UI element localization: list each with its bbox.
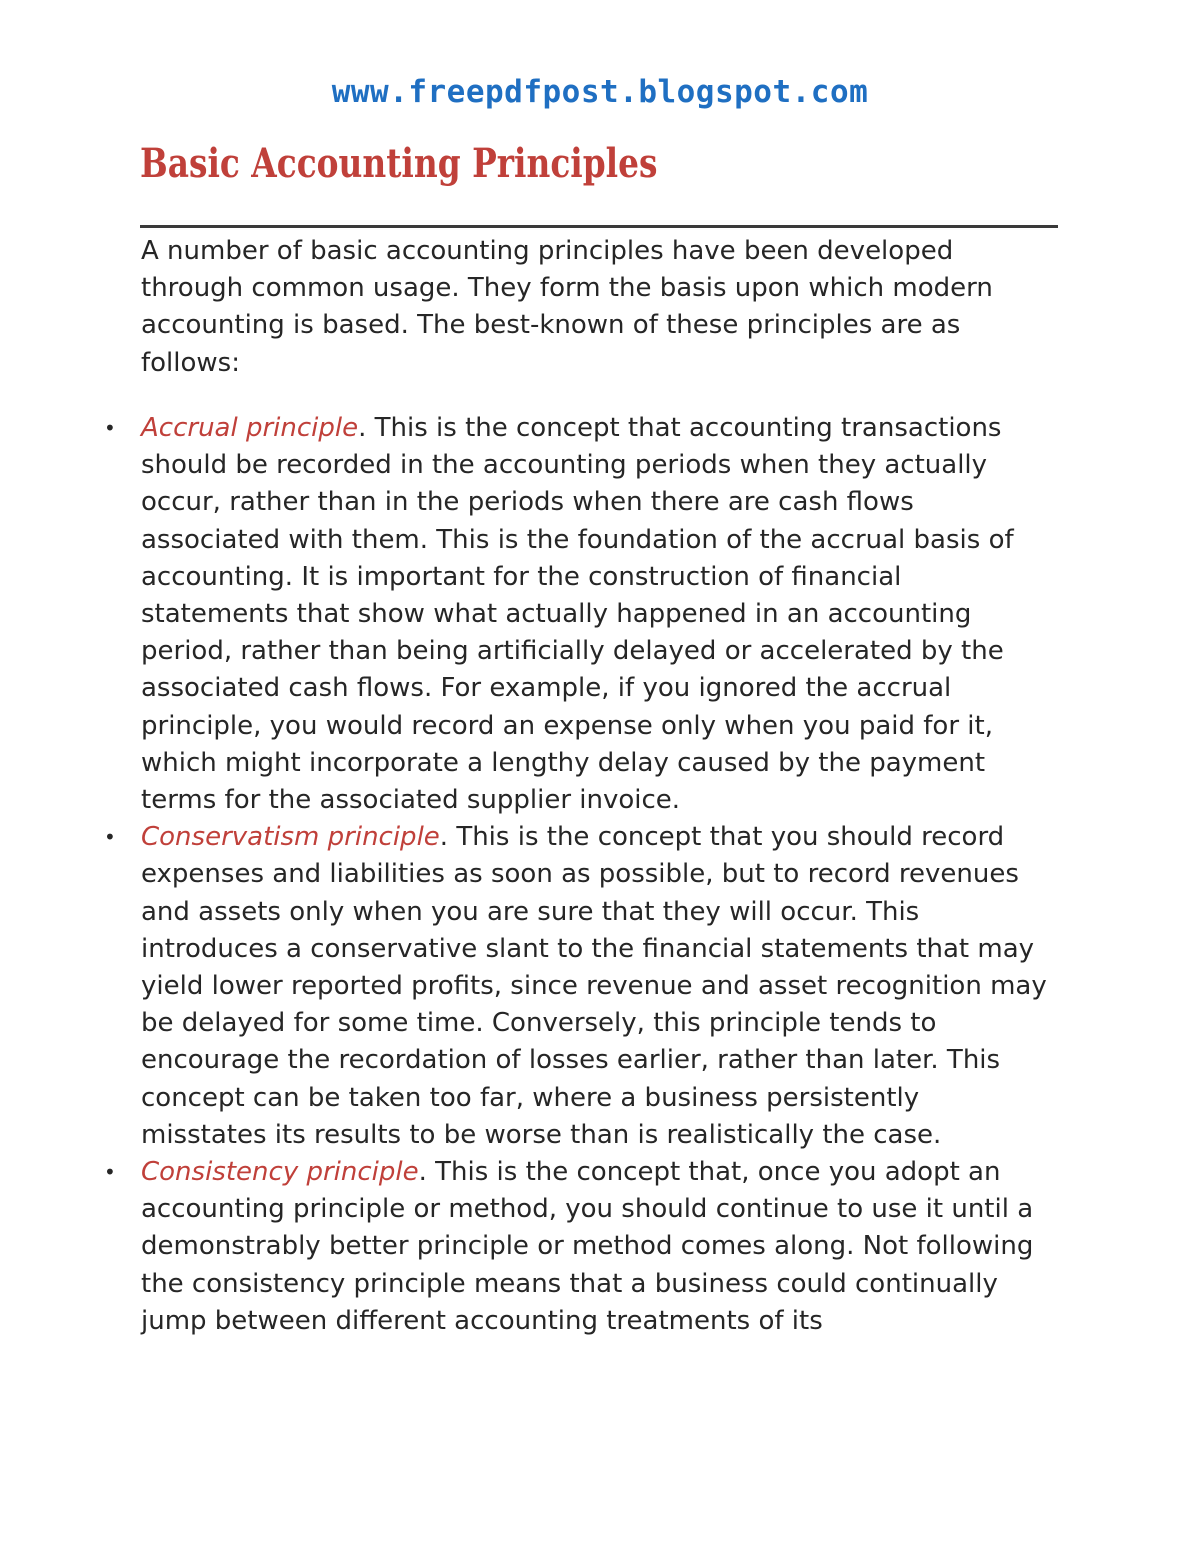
bullet-icon: • bbox=[104, 1160, 116, 1185]
principle-term: Conservatism principle bbox=[141, 822, 440, 853]
list-item-consistency-principle bbox=[0, 1154, 1051, 1340]
principle-description: . This is the concept that you should record expenses and liabilities as soon as possible, but to record revenues and assets only when you are sure that they will occur. This introduces a conservative slant to the financial statements that may yield lower reported profits, since revenue and asset recognition may be delayed for some time. Conversely, this principle tends to encourage the recordation of losses earlier, rather than later. This concept can be taken too far, where a business persistently misstates its results to be worse than is realistically the case. bbox=[141, 822, 1047, 1150]
principle-term: Consistency principle bbox=[141, 1157, 419, 1188]
principle-description: . This is the concept that accounting transactions should be recorded in the accounting periods when they actually occur, rather than in the periods when there are cash flows associated with them. This is the foundation of the accrual basis of accounting. It is important for the construction of financial statements that show what actually happened in an accounting period, rather than being artificially delayed or accelerated by the associated cash flows. For example, if you ignored the accrual principle, you would record an expense only when you paid for it, which might incorporate a lengthy delay caused by the payment terms for the associated supplier invoice. bbox=[141, 413, 1014, 816]
bullet-icon: • bbox=[104, 416, 116, 440]
bullet-icon: • bbox=[104, 825, 116, 850]
list-item-accrual-principle bbox=[0, 410, 1051, 819]
principle-description: . This is the concept that, once you adopt an accounting principle or method, you should continue to use it until a demonstrably better principle or method comes along. Not following the consistency principle means that a business could continually jump between different accounting treatments of its bbox=[141, 1157, 1034, 1336]
principles-list bbox=[0, 410, 1200, 1340]
title-divider bbox=[140, 225, 1058, 228]
site-url: www.freepdfpost.blogspot.com bbox=[331, 74, 869, 110]
intro-paragraph: A number of basic accounting principles have been developed through common usage. They form the basis upon which modern accounting is based. The best-known of these principles are as follows: bbox=[141, 236, 993, 378]
list-item-conservatism-principle bbox=[0, 819, 1051, 1154]
page-title: Basic Accounting Principles bbox=[140, 140, 658, 187]
principle-term: Accrual principle bbox=[141, 413, 359, 443]
